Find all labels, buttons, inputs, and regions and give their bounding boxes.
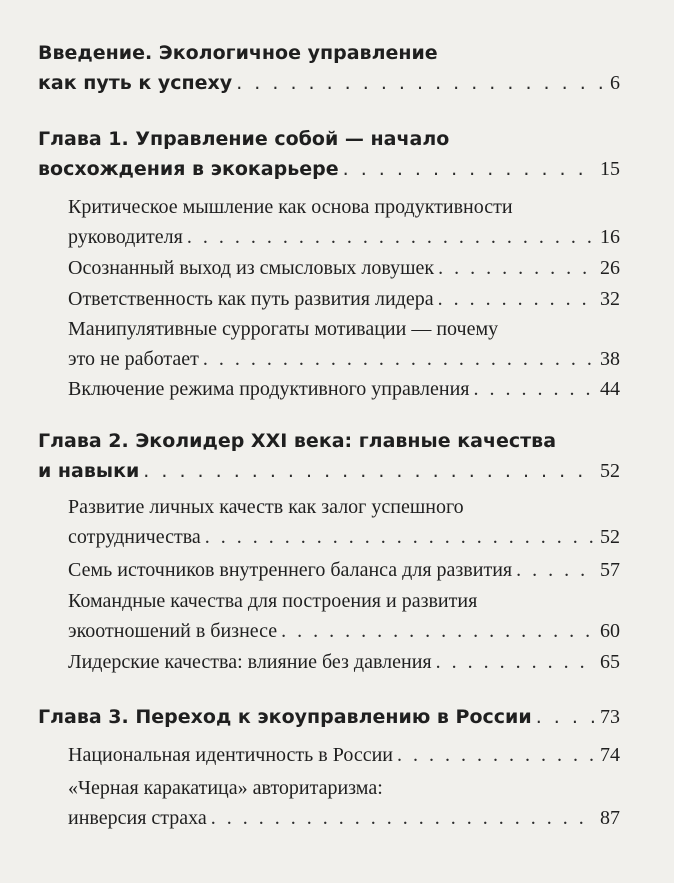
toc-entry-title-line: сотрудничества — [68, 526, 201, 548]
toc-page-number: 73 — [600, 706, 620, 728]
toc-entry-title-line: «Черная каракатица» авторитаризма: — [68, 777, 383, 799]
toc-page-number: 16 — [600, 226, 620, 248]
toc-page-number: 44 — [600, 378, 620, 400]
dot-leader — [205, 522, 596, 552]
toc-page-number: 32 — [600, 288, 620, 310]
toc-section[interactable] — [68, 314, 620, 374]
toc-entry-title-line: инверсия страха — [68, 807, 207, 829]
toc-entry-title-line: и навыки — [38, 460, 140, 482]
toc-entry-title-line: руководителя — [68, 226, 183, 248]
toc-entry-title-line: Глава 3. Переход к экоуправлению в России — [38, 706, 532, 728]
dot-leader — [438, 284, 596, 314]
toc-chapter-3[interactable] — [38, 702, 620, 732]
toc-page-number: 57 — [600, 559, 620, 581]
toc-entry-title-line: как путь к успеху — [38, 72, 233, 94]
toc-entry-title-line: Командные качества для построения и развития — [68, 590, 478, 612]
dot-leader — [536, 702, 596, 732]
dot-leader — [211, 803, 596, 833]
toc-entry-title-line: это не работает — [68, 348, 199, 370]
toc-page-number: 6 — [610, 72, 620, 94]
dot-leader — [474, 374, 596, 404]
dot-leader — [236, 68, 606, 98]
dot-leader — [143, 456, 596, 486]
toc-entry-title-line: Национальная идентичность в России — [68, 744, 393, 766]
dot-leader — [438, 253, 596, 283]
toc-page-number: 60 — [600, 620, 620, 642]
dot-leader — [203, 344, 596, 374]
toc-page-number: 26 — [600, 257, 620, 279]
toc-entry-title-line: Глава 2. Эколидер XXI века: главные качества — [38, 430, 557, 452]
toc-intro[interactable] — [38, 38, 620, 98]
toc-entry-title-line: экоотношений в бизнесе — [68, 620, 278, 642]
toc-chapter-1[interactable] — [38, 124, 620, 184]
toc-page-number: 74 — [600, 744, 620, 766]
toc-entry-title-line: Семь источников внутреннего баланса для развития — [68, 559, 513, 581]
toc-section[interactable] — [68, 740, 620, 770]
toc-page-number: 52 — [600, 526, 620, 548]
toc-entry-title-line: Критическое мышление как основа продуктивности — [68, 196, 513, 218]
toc-section[interactable] — [68, 647, 620, 677]
toc-section[interactable] — [68, 555, 620, 585]
toc-page-number: 87 — [600, 807, 620, 829]
toc-entry-title-line: Включение режима продуктивного управления — [68, 378, 470, 400]
toc-page-number: 65 — [600, 651, 620, 673]
toc-section[interactable] — [68, 192, 620, 252]
toc-entry-title-line: Лидерские качества: влияние без давления — [68, 651, 432, 673]
toc-section[interactable] — [68, 284, 620, 314]
toc-entry-title-line: Введение. Экологичное управление — [38, 42, 438, 64]
dot-leader — [397, 740, 596, 770]
toc-page-number: 15 — [600, 158, 620, 180]
toc-section[interactable] — [68, 492, 620, 552]
dot-leader — [187, 222, 596, 252]
toc-entry-title-line: Манипулятивные суррогаты мотивации — почему — [68, 318, 499, 340]
toc-entry-title-line: Осознанный выход из смысловых ловушек — [68, 257, 435, 279]
toc-page-number: 38 — [600, 348, 620, 370]
toc-entry-title-line: Ответственность как путь развития лидера — [68, 288, 434, 310]
toc-page-number: 52 — [600, 460, 620, 482]
toc-section[interactable] — [68, 253, 620, 283]
toc-chapter-2[interactable] — [38, 426, 620, 486]
toc-entry-title-line: Глава 1. Управление собой — начало — [38, 128, 450, 150]
toc-entry-title-line: Развитие личных качеств как залог успешного — [68, 496, 464, 518]
dot-leader — [516, 555, 596, 585]
dot-leader — [343, 154, 596, 184]
dot-leader — [281, 616, 596, 646]
dot-leader — [436, 647, 596, 677]
toc-entry-title-line: восхождения в экокарьере — [38, 158, 339, 180]
toc-section[interactable] — [68, 773, 620, 833]
toc-section[interactable] — [68, 374, 620, 404]
toc-section[interactable] — [68, 586, 620, 646]
